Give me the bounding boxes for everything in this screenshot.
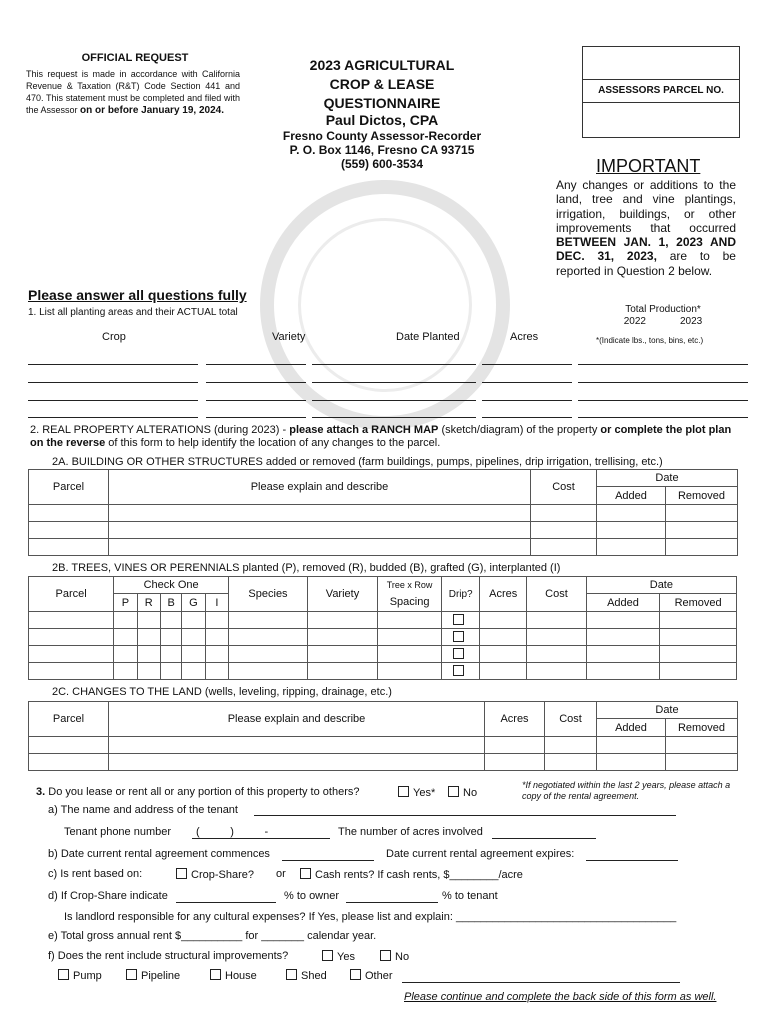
pump-checkbox[interactable] bbox=[58, 969, 69, 980]
q2b-col-removed: Removed bbox=[660, 594, 737, 612]
q2-text-a: 2. REAL PROPERTY ALTERATIONS (during 2023) - bbox=[30, 424, 287, 436]
crop-share-label: Crop-Share? bbox=[191, 869, 254, 881]
house-option[interactable] bbox=[210, 969, 257, 982]
f-yes-checkbox[interactable] bbox=[322, 950, 333, 961]
tenant-percent-field[interactable] bbox=[346, 902, 438, 903]
pump-label: Pump bbox=[73, 970, 102, 982]
f-yes-option[interactable] bbox=[322, 950, 355, 963]
q2-text-b: please attach a RANCH MAP bbox=[289, 424, 439, 436]
official-request-text bbox=[26, 68, 240, 117]
tenant-name-field[interactable] bbox=[254, 815, 676, 816]
q2a-col-removed: Removed bbox=[666, 487, 738, 505]
owner-percent-label: % to owner bbox=[284, 890, 340, 902]
date-line[interactable] bbox=[312, 400, 476, 401]
crop-line[interactable] bbox=[28, 417, 198, 418]
table-row[interactable] bbox=[29, 663, 737, 680]
no-label: No bbox=[463, 787, 478, 799]
q2b-col-parcel: Parcel bbox=[29, 577, 114, 612]
expires-label: Date current rental agreement expires: bbox=[386, 848, 575, 860]
county-seal-inner-ring bbox=[298, 218, 472, 392]
cash-rent-label: Cash rents? If cash rents, $________/acre bbox=[315, 869, 523, 881]
q3c-label: c) Is rent based on: bbox=[48, 868, 143, 880]
table-row[interactable] bbox=[29, 629, 737, 646]
shed-checkbox[interactable] bbox=[286, 969, 297, 980]
q3b-label: b) Date current rental agreement commences bbox=[48, 848, 270, 860]
production-line[interactable] bbox=[578, 400, 748, 401]
variety-line[interactable] bbox=[206, 364, 306, 365]
q2c-col-parcel: Parcel bbox=[29, 702, 109, 737]
q2b-title: 2B. TREES, VINES OR PERENNIALS planted (P), removed (R), budded (B), grafted (G), interplanted (I) bbox=[52, 562, 561, 574]
other-label: Other bbox=[365, 970, 393, 982]
q2-text-d: or complete the plot plan on the reverse bbox=[30, 424, 732, 449]
important-footer: are to be reported in Question 2 below. bbox=[556, 249, 736, 278]
table-row[interactable] bbox=[29, 754, 738, 771]
acres-involved-label: The number of acres involved bbox=[338, 826, 483, 838]
acres-line[interactable] bbox=[482, 417, 572, 418]
q2b-col-r: R bbox=[137, 594, 160, 612]
total-production-label: Total Production* bbox=[625, 304, 701, 315]
total-production-years bbox=[574, 316, 752, 328]
q2c-title: 2C. CHANGES TO THE LAND (wells, leveling, ripping, drainage, etc.) bbox=[52, 686, 392, 698]
cash-rent-option[interactable] bbox=[300, 868, 523, 881]
variety-line[interactable] bbox=[206, 400, 306, 401]
f-yes-label: Yes bbox=[337, 951, 355, 963]
col-acres: Acres bbox=[510, 331, 539, 343]
house-label: House bbox=[225, 970, 257, 982]
q2b-col-b: B bbox=[160, 594, 181, 612]
tenant-phone-label: Tenant phone number bbox=[64, 826, 172, 838]
production-line[interactable] bbox=[578, 364, 748, 365]
production-line[interactable] bbox=[578, 382, 748, 383]
col-crop: Crop bbox=[102, 331, 126, 343]
q3-yes-option[interactable] bbox=[398, 786, 435, 799]
pipeline-label: Pipeline bbox=[141, 970, 181, 982]
parcel-number-label: ASSESSORS PARCEL NO. bbox=[583, 79, 739, 103]
parcel-number-box[interactable] bbox=[582, 46, 740, 138]
yes-checkbox[interactable] bbox=[398, 786, 409, 797]
q3-question bbox=[36, 786, 359, 798]
office-address: P. O. Box 1146, Fresno CA 93715 bbox=[289, 143, 475, 157]
or-label: or bbox=[276, 868, 286, 880]
crop-line[interactable] bbox=[28, 382, 198, 383]
form-title bbox=[270, 56, 494, 113]
q2c-col-explain: Please explain and describe bbox=[109, 702, 485, 737]
q2c-col-cost: Cost bbox=[545, 702, 597, 737]
q2b-col-spacing: Spacing bbox=[378, 594, 442, 612]
continue-note: Please continue and complete the back side of this form as well. bbox=[404, 991, 717, 1003]
expire-date-field[interactable] bbox=[586, 860, 678, 861]
q2a-col-added: Added bbox=[597, 487, 666, 505]
other-field[interactable] bbox=[402, 982, 680, 983]
commence-date-field[interactable] bbox=[282, 860, 374, 861]
col-variety: Variety bbox=[272, 331, 306, 343]
q2b-col-variety: Variety bbox=[307, 577, 377, 612]
date-line[interactable] bbox=[312, 382, 476, 383]
total-production-header bbox=[574, 304, 752, 328]
pipeline-checkbox[interactable] bbox=[126, 969, 137, 980]
q2b-col-p: P bbox=[114, 594, 137, 612]
form-title-line-3: QUESTIONNAIRE bbox=[323, 95, 441, 111]
q2b-col-acres: Acres bbox=[480, 577, 527, 612]
acres-line[interactable] bbox=[482, 382, 572, 383]
q2b-col-cost: Cost bbox=[527, 577, 587, 612]
q3a-label: a) The name and address of the tenant bbox=[48, 804, 238, 816]
q2b-col-tree-row: Tree x Row bbox=[378, 577, 442, 594]
no-checkbox[interactable] bbox=[448, 786, 459, 797]
table-row[interactable] bbox=[29, 612, 737, 629]
q2a-col-cost: Cost bbox=[531, 470, 597, 505]
assessor-name: Paul Dictos, CPA bbox=[325, 112, 439, 128]
f-no-checkbox[interactable] bbox=[380, 950, 391, 961]
other-option[interactable] bbox=[350, 969, 393, 982]
drip-checkbox[interactable] bbox=[453, 631, 464, 642]
f-no-option[interactable] bbox=[380, 950, 409, 963]
q2b-col-check-one: Check One bbox=[114, 577, 229, 594]
q2b-table bbox=[28, 576, 737, 680]
q2-text-e: of this form to help identify the location of any changes to the parcel. bbox=[108, 437, 441, 449]
q2b-col-species: Species bbox=[229, 577, 308, 612]
q3-number: 3. bbox=[36, 786, 46, 798]
acres-involved-field[interactable] bbox=[492, 838, 596, 839]
table-row[interactable] bbox=[29, 505, 738, 522]
crop-line[interactable] bbox=[28, 364, 198, 365]
production-note: *(Indicate lbs., tons, bins, etc.) bbox=[596, 336, 704, 345]
form-title-line-1: 2023 AGRICULTURAL bbox=[309, 57, 455, 73]
tenant-phone-field[interactable] bbox=[192, 838, 330, 839]
table-row[interactable] bbox=[29, 737, 738, 754]
office-phone: (559) 600-3534 bbox=[340, 157, 424, 171]
col-date-planted: Date Planted bbox=[396, 331, 460, 343]
office-name: Fresno County Assessor-Recorder bbox=[282, 129, 482, 143]
landlord-expenses-label: Is landlord responsible for any cultural expenses? If Yes, please list and explain: ____________________________________ bbox=[64, 911, 677, 923]
important-text bbox=[556, 178, 736, 278]
date-line[interactable] bbox=[312, 364, 476, 365]
crop-line[interactable] bbox=[28, 400, 198, 401]
q3f-label: f) Does the rent include structural improvements? bbox=[48, 950, 289, 962]
q1-text: 1. List all planting areas and their ACTUAL total bbox=[28, 307, 238, 318]
q3-no-option[interactable] bbox=[448, 786, 477, 799]
section-heading: Please answer all questions fully bbox=[28, 287, 247, 303]
office-info bbox=[262, 129, 502, 171]
q2a-col-date: Date bbox=[597, 470, 738, 487]
yes-label: Yes* bbox=[413, 787, 436, 799]
form-title-line-2: CROP & LEASE bbox=[329, 76, 435, 92]
crop-share-option[interactable] bbox=[176, 868, 254, 881]
tenant-percent-label: % to tenant bbox=[442, 890, 498, 902]
official-request-body: This request is made in accordance with California Revenue & Taxation (R&T) Code Section 441 and 470. This statement must be completed and filed with the Assessor bbox=[26, 69, 240, 115]
crop-share-checkbox[interactable] bbox=[176, 868, 187, 879]
house-checkbox[interactable] bbox=[210, 969, 221, 980]
drip-checkbox[interactable] bbox=[453, 665, 464, 676]
pump-option[interactable] bbox=[58, 969, 102, 982]
q2a-title: 2A. BUILDING OR OTHER STRUCTURES added or removed (farm buildings, pumps, pipelines, drip irrigation, trellising, etc.) bbox=[52, 456, 663, 468]
shed-label: Shed bbox=[301, 970, 327, 982]
variety-line[interactable] bbox=[206, 382, 306, 383]
q2a-col-parcel: Parcel bbox=[29, 470, 109, 505]
f-no-label: No bbox=[395, 951, 410, 963]
q2b-col-i: I bbox=[205, 594, 228, 612]
year-2023: 2023 bbox=[680, 316, 703, 327]
q3e-label: e) Total gross annual rent $__________ for _______ calendar year. bbox=[48, 930, 377, 942]
drip-checkbox[interactable] bbox=[453, 614, 464, 625]
q2c-table bbox=[28, 701, 738, 771]
tenant-phone-format: ( ) - bbox=[196, 826, 269, 838]
variety-line[interactable] bbox=[206, 417, 306, 418]
q2c-col-date: Date bbox=[597, 702, 738, 719]
q2b-col-g: G bbox=[182, 594, 205, 612]
q2b-col-added: Added bbox=[586, 594, 659, 612]
owner-percent-field[interactable] bbox=[176, 902, 276, 903]
q2c-col-acres: Acres bbox=[485, 702, 545, 737]
q2-text bbox=[30, 424, 742, 450]
q2c-col-added: Added bbox=[597, 719, 666, 737]
drip-checkbox[interactable] bbox=[453, 648, 464, 659]
official-deadline: on or before January 19, 2024. bbox=[80, 105, 224, 116]
shed-option[interactable] bbox=[286, 969, 327, 982]
cash-rent-checkbox[interactable] bbox=[300, 868, 311, 879]
table-row[interactable] bbox=[29, 522, 738, 539]
q2-text-c: (sketch/diagram) of the property bbox=[441, 424, 598, 436]
q2b-col-drip: Drip? bbox=[442, 577, 480, 612]
date-line[interactable] bbox=[312, 417, 476, 418]
official-request-title: OFFICIAL REQUEST bbox=[81, 52, 189, 64]
important-title: IMPORTANT bbox=[596, 156, 701, 176]
table-row[interactable] bbox=[29, 646, 737, 663]
q2c-col-removed: Removed bbox=[666, 719, 738, 737]
other-checkbox[interactable] bbox=[350, 969, 361, 980]
table-row[interactable] bbox=[29, 539, 738, 556]
year-2022: 2022 bbox=[623, 316, 646, 327]
q3-text: Do you lease or rent all or any portion of this property to others? bbox=[48, 786, 360, 798]
important-body: Any changes or additions to the land, tree and vine plantings, irrigation, buildings, or other improvements that occurred bbox=[556, 178, 736, 235]
q2b-col-date: Date bbox=[586, 577, 736, 594]
important-dates: BETWEEN JAN. 1, 2023 AND DEC. 31, 2023, bbox=[556, 235, 736, 264]
q2a-col-explain: Please explain and describe bbox=[109, 470, 531, 505]
production-line[interactable] bbox=[578, 417, 748, 418]
acres-line[interactable] bbox=[482, 400, 572, 401]
q3d-label: d) If Crop-Share indicate bbox=[48, 890, 168, 902]
q2a-table bbox=[28, 469, 738, 556]
acres-line[interactable] bbox=[482, 364, 572, 365]
q3-note: *If negotiated within the last 2 years, please attach a copy of the rental agreement. bbox=[522, 780, 731, 801]
pipeline-option[interactable] bbox=[126, 969, 180, 982]
